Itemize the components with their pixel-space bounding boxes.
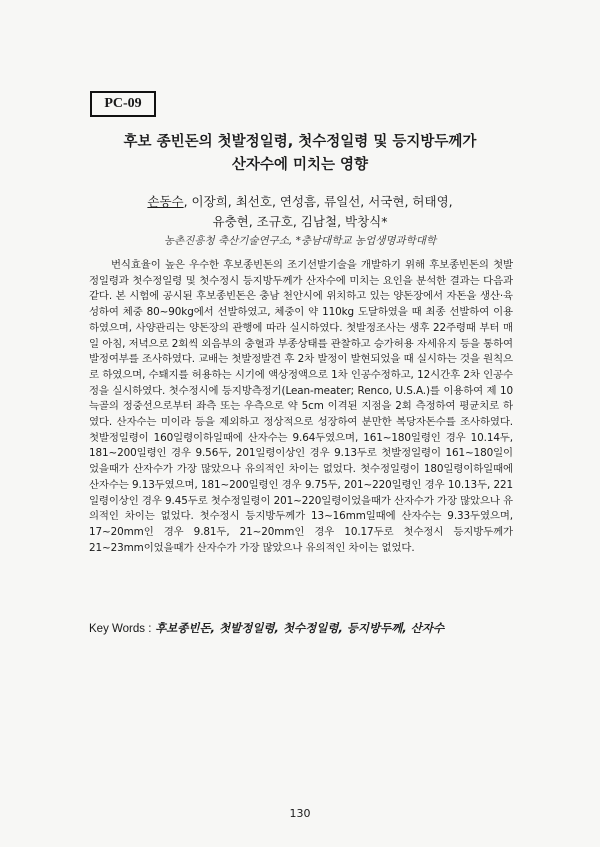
session-code-box <box>90 91 156 117</box>
page-number: 130 <box>289 807 311 820</box>
paper-title <box>60 131 540 177</box>
authors <box>80 192 520 232</box>
keywords <box>89 620 529 636</box>
authors-line-1 <box>80 192 520 212</box>
keywords-label: Key Words : <box>89 623 152 635</box>
title-line-1: 후보 종빈돈의 첫발정일령, 첫수정일령 및 등지방두께가 <box>123 134 477 150</box>
presenting-author: 손동수 <box>147 194 184 209</box>
session-code: PC-09 <box>104 96 142 111</box>
authors-line-1-rest: , 이장희, 최선호, 연성흠, 류일선, 서국현, 허태영, <box>183 194 453 209</box>
title-line-2: 산자수에 미치는 영향 <box>231 157 369 173</box>
abstract-body: 번식효율이 높은 우수한 후보종빈돈의 조기선발기술을 개발하기 위해 후보종빈돈의 첫발정일령과 첫수정일령 및 첫수정시 등지방두께가 산자수에 미치는 요인을 분석한 결과는 다음과 같다. 본 시험에 공시된 후보종빈돈은 충남 천안시에 위치하고 있는 양돈장에서 자돈을 생산·육성하여 체중 80~90kg에서 선발하였고, 체중이 약 110kg 도달하였을 때 최종 선발하여 이용하였으며, 사양관리는 양돈장의 관행에 따라 실시하였다. 첫발정조사는 생후 22주령때 부터 매일 아침, 저녁으로 2회씩 외음부의 충혈과 부종상태를 관찰하고 승가허용 자세유지 등을 통하여 발정여부를 조사하였다. 교배는 첫발정발견 후 2차 발정이 발현되었을 때 실시하는 것을 원칙으로 하였으며, 수퇘지를 허용하는 시기에 액상정액으로 1차 인공수정하고, 12시간후 2차 인공수정을 실시하였다. 첫수정시에 등지방측정기(Lean-meater; Renco, U.S.A.)를 이용하여 제 10늑골의 정중선으로부터 좌측 또는 우측으로 약 5cm 이격된 지점을 2회 측정하여 평균치로 하였다. 산자수는 미이라 등을 제외하고 정상적으로 성장하여 분만한 복당자돈수를 조사하였다. 첫발정일령이 160일령이하일때에 산자수는 9.64두였으며, 161~180일령인 경우 10.14두, 181~200일령인 경우 9.56두, 201일령이상인 경우 9.13두로 첫발정일령이 161~180일이었을때가 산자수가 가장 많았으나 유의적인 차이는 없었다. 첫수정일령이 180일령이하일때에 산자수는 9.13두였으며, 181~200일령인 경우 9.75두, 201~220일령인 경우 10.13두, 221일령이상인 경우 9.45두로 첫수정일령이 201~220일령이었을때가 산자수가 가장 많았으나 유의적인 차이는 없었다. 첫수정시 등지방두께가 13~16mm일때에 산자수는 9.33두였으며, 17~20mm인 경우 9.81두, 21~20mm인 경우 10.17두로 첫수정시 등지방두께가 21~23mm이었을때가 산자수가 가장 많았으나 유의적인 차이는 없었다. <box>89 259 513 554</box>
authors-line-2: 유충현, 조규호, 김남철, 박창식* <box>212 214 388 229</box>
keywords-values: 후보종빈돈, 첫발정일령, 첫수정일령, 등지방두께, 산자수 <box>155 621 445 635</box>
affiliation: 농촌진흥청 축산기술연구소, *충남대학교 농업생명과학대학 <box>163 235 437 247</box>
